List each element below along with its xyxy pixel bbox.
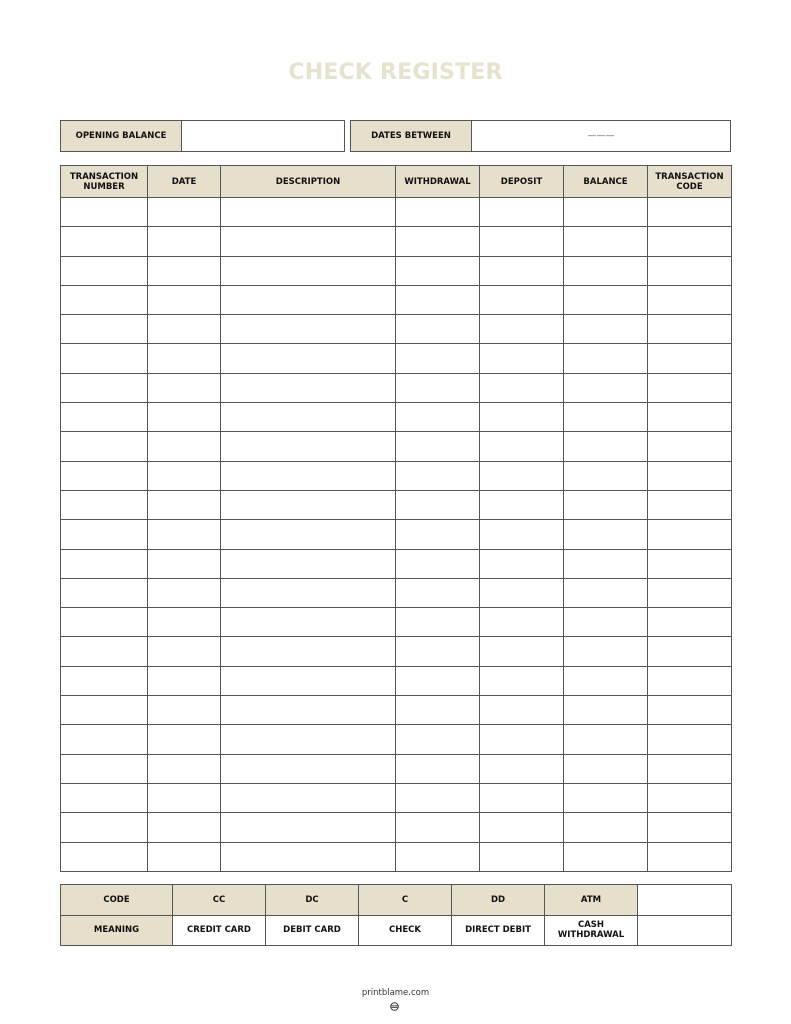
table-cell[interactable] — [564, 432, 648, 461]
column-header-description: DESCRIPTION — [221, 166, 396, 198]
table-cell[interactable] — [61, 725, 148, 754]
table-cell[interactable] — [480, 520, 564, 549]
table-cell[interactable] — [148, 285, 221, 314]
table-cell[interactable] — [148, 608, 221, 637]
table-cell[interactable] — [480, 842, 564, 871]
table-cell[interactable] — [648, 549, 732, 578]
table-cell[interactable] — [221, 725, 396, 754]
meaning-row — [61, 915, 732, 946]
table-cell[interactable] — [221, 608, 396, 637]
table-cell[interactable] — [61, 403, 148, 432]
table-cell[interactable] — [148, 461, 221, 490]
table-cell[interactable] — [648, 285, 732, 314]
table-row — [61, 813, 732, 842]
table-cell[interactable] — [396, 813, 480, 842]
table-cell[interactable] — [564, 725, 648, 754]
table-cell[interactable] — [148, 198, 221, 227]
table-cell[interactable] — [480, 315, 564, 344]
table-cell[interactable] — [480, 344, 564, 373]
table-cell[interactable] — [396, 198, 480, 227]
table-cell[interactable] — [564, 842, 648, 871]
table-cell[interactable] — [648, 344, 732, 373]
table-cell[interactable] — [61, 578, 148, 607]
table-cell[interactable] — [480, 637, 564, 666]
table-cell[interactable] — [480, 490, 564, 519]
table-cell[interactable] — [396, 227, 480, 256]
table-cell[interactable] — [61, 285, 148, 314]
table-row — [61, 198, 732, 227]
table-cell[interactable] — [648, 813, 732, 842]
dates-between-label: DATES BETWEEN — [351, 121, 472, 151]
table-cell[interactable] — [648, 403, 732, 432]
table-cell[interactable] — [480, 696, 564, 725]
table-cell[interactable] — [564, 666, 648, 695]
table-cell[interactable] — [564, 813, 648, 842]
table-cell[interactable] — [221, 842, 396, 871]
table-cell[interactable] — [648, 198, 732, 227]
column-header-date: DATE — [148, 166, 221, 198]
code-c: C — [359, 885, 452, 916]
table-cell[interactable] — [221, 783, 396, 812]
table-row — [61, 696, 732, 725]
table-cell[interactable] — [148, 842, 221, 871]
table-cell[interactable] — [61, 198, 148, 227]
table-cell[interactable] — [61, 783, 148, 812]
table-cell[interactable] — [648, 490, 732, 519]
table-cell[interactable] — [61, 842, 148, 871]
table-cell[interactable] — [61, 227, 148, 256]
table-cell[interactable] — [648, 227, 732, 256]
table-cell[interactable] — [564, 227, 648, 256]
table-cell[interactable] — [396, 696, 480, 725]
table-row — [61, 461, 732, 490]
table-cell[interactable] — [480, 783, 564, 812]
table-cell[interactable] — [148, 666, 221, 695]
table-cell[interactable] — [148, 315, 221, 344]
table-cell[interactable] — [221, 520, 396, 549]
code-legend-table — [60, 884, 732, 946]
table-cell[interactable] — [564, 461, 648, 490]
table-cell[interactable] — [480, 373, 564, 402]
table-cell[interactable] — [148, 344, 221, 373]
code-blank[interactable] — [638, 885, 732, 916]
table-row — [61, 403, 732, 432]
table-row — [61, 315, 732, 344]
table-cell[interactable] — [648, 256, 732, 285]
table-cell[interactable] — [480, 754, 564, 783]
table-cell[interactable] — [396, 842, 480, 871]
table-cell[interactable] — [221, 578, 396, 607]
table-cell[interactable] — [648, 461, 732, 490]
table-cell[interactable] — [648, 842, 732, 871]
table-cell[interactable] — [396, 256, 480, 285]
table-cell[interactable] — [221, 754, 396, 783]
table-cell[interactable] — [148, 549, 221, 578]
footer-site: printblame.com — [361, 988, 430, 998]
table-row — [61, 637, 732, 666]
table-cell[interactable] — [221, 285, 396, 314]
table-cell[interactable] — [396, 754, 480, 783]
table-cell[interactable] — [564, 315, 648, 344]
table-cell[interactable] — [564, 403, 648, 432]
table-cell[interactable] — [61, 666, 148, 695]
table-cell[interactable] — [148, 696, 221, 725]
table-cell[interactable] — [61, 315, 148, 344]
meaning-credit-card: CREDIT CARD — [173, 915, 266, 946]
register-header-row — [61, 166, 732, 198]
table-cell[interactable] — [221, 198, 396, 227]
meaning-debit-card: DEBIT CARD — [266, 915, 359, 946]
table-cell[interactable] — [480, 461, 564, 490]
table-row — [61, 227, 732, 256]
table-cell[interactable] — [648, 315, 732, 344]
table-cell[interactable] — [396, 783, 480, 812]
meaning-cash-withdrawal: CASH WITHDRAWAL — [545, 915, 638, 946]
table-cell[interactable] — [480, 549, 564, 578]
table-cell[interactable] — [480, 725, 564, 754]
table-cell[interactable] — [480, 285, 564, 314]
table-cell[interactable] — [396, 403, 480, 432]
table-cell[interactable] — [396, 608, 480, 637]
table-cell[interactable] — [564, 198, 648, 227]
table-cell[interactable] — [221, 549, 396, 578]
table-row — [61, 666, 732, 695]
code-cc: CC — [173, 885, 266, 916]
table-cell[interactable] — [148, 432, 221, 461]
table-cell[interactable] — [221, 696, 396, 725]
table-cell[interactable] — [396, 344, 480, 373]
table-cell[interactable] — [221, 432, 396, 461]
table-cell[interactable] — [564, 256, 648, 285]
table-cell[interactable] — [564, 696, 648, 725]
table-cell[interactable] — [396, 637, 480, 666]
table-cell[interactable] — [61, 520, 148, 549]
table-cell[interactable] — [61, 344, 148, 373]
table-row — [61, 256, 732, 285]
table-cell[interactable] — [648, 783, 732, 812]
table-row — [61, 373, 732, 402]
table-row — [61, 490, 732, 519]
table-cell[interactable] — [221, 637, 396, 666]
table-cell[interactable] — [221, 344, 396, 373]
table-cell[interactable] — [480, 666, 564, 695]
table-cell[interactable] — [396, 373, 480, 402]
code-row — [61, 885, 732, 916]
table-cell[interactable] — [480, 813, 564, 842]
table-cell[interactable] — [61, 490, 148, 519]
table-cell[interactable] — [396, 490, 480, 519]
column-header-deposit: DEPOSIT — [480, 166, 564, 198]
table-cell[interactable] — [148, 520, 221, 549]
table-row — [61, 549, 732, 578]
table-row — [61, 432, 732, 461]
table-cell[interactable] — [221, 813, 396, 842]
table-cell[interactable] — [148, 578, 221, 607]
column-header-balance: BALANCE — [564, 166, 648, 198]
code-row-label: CODE — [61, 885, 173, 916]
table-cell[interactable] — [648, 520, 732, 549]
table-row — [61, 578, 732, 607]
table-cell[interactable] — [396, 725, 480, 754]
table-cell[interactable] — [148, 813, 221, 842]
table-cell[interactable] — [648, 608, 732, 637]
table-cell[interactable] — [648, 373, 732, 402]
table-cell[interactable] — [221, 373, 396, 402]
table-cell[interactable] — [648, 432, 732, 461]
code-atm: ATM — [545, 885, 638, 916]
table-cell[interactable] — [396, 666, 480, 695]
table-row — [61, 725, 732, 754]
table-cell[interactable] — [564, 490, 648, 519]
table-cell[interactable] — [61, 549, 148, 578]
meaning-blank[interactable] — [638, 915, 732, 946]
table-cell[interactable] — [61, 813, 148, 842]
table-cell[interactable] — [61, 373, 148, 402]
opening-balance-box — [60, 120, 345, 152]
table-row — [61, 754, 732, 783]
table-cell[interactable] — [480, 403, 564, 432]
table-row — [61, 608, 732, 637]
table-cell[interactable] — [221, 256, 396, 285]
meaning-check: CHECK — [359, 915, 452, 946]
table-cell[interactable] — [61, 696, 148, 725]
table-cell[interactable] — [480, 608, 564, 637]
table-row — [61, 783, 732, 812]
table-cell[interactable] — [221, 315, 396, 344]
code-dd: DD — [452, 885, 545, 916]
table-cell[interactable] — [221, 461, 396, 490]
column-header-withdrawal: WITHDRAWAL — [396, 166, 480, 198]
table-cell[interactable] — [564, 373, 648, 402]
meaning-row-label: MEANING — [61, 915, 173, 946]
table-cell[interactable] — [221, 490, 396, 519]
table-cell[interactable] — [221, 666, 396, 695]
dates-between-field[interactable]: ——— — [587, 131, 615, 141]
table-cell[interactable] — [61, 256, 148, 285]
table-cell[interactable] — [148, 637, 221, 666]
table-row — [61, 285, 732, 314]
table-cell[interactable] — [648, 725, 732, 754]
table-cell[interactable] — [61, 637, 148, 666]
table-cell[interactable] — [396, 432, 480, 461]
meaning-direct-debit: DIRECT DEBIT — [452, 915, 545, 946]
opening-balance-label: OPENING BALANCE — [61, 121, 182, 151]
table-cell[interactable] — [480, 578, 564, 607]
dates-between-box — [350, 120, 731, 152]
table-cell[interactable] — [396, 520, 480, 549]
table-row — [61, 344, 732, 373]
table-cell[interactable] — [564, 285, 648, 314]
table-cell[interactable] — [61, 754, 148, 783]
table-cell[interactable] — [480, 432, 564, 461]
table-cell[interactable] — [564, 783, 648, 812]
opening-balance-field[interactable] — [182, 121, 344, 151]
table-cell[interactable] — [148, 403, 221, 432]
table-cell[interactable] — [564, 344, 648, 373]
table-cell[interactable] — [480, 227, 564, 256]
register-body — [61, 198, 732, 872]
table-cell[interactable] — [61, 432, 148, 461]
column-header-transaction-number: TRANSACTION NUMBER — [61, 166, 148, 198]
table-cell[interactable] — [564, 549, 648, 578]
table-cell[interactable] — [648, 637, 732, 666]
table-cell[interactable] — [148, 783, 221, 812]
table-cell[interactable] — [564, 637, 648, 666]
column-header-transaction-code: TRANSACTION CODE — [648, 166, 732, 198]
table-cell[interactable] — [564, 754, 648, 783]
table-cell[interactable] — [148, 227, 221, 256]
page-title: CHECK REGISTER — [288, 60, 503, 85]
table-cell[interactable] — [61, 608, 148, 637]
table-cell[interactable] — [396, 315, 480, 344]
register-table — [60, 165, 732, 872]
table-cell[interactable] — [148, 490, 221, 519]
table-cell[interactable] — [564, 608, 648, 637]
table-cell[interactable] — [148, 725, 221, 754]
table-cell[interactable] — [148, 754, 221, 783]
table-cell[interactable] — [148, 373, 221, 402]
printblame-logo-icon — [390, 1002, 399, 1011]
table-cell[interactable] — [480, 256, 564, 285]
table-cell[interactable] — [648, 754, 732, 783]
table-cell[interactable] — [564, 578, 648, 607]
table-cell[interactable] — [480, 198, 564, 227]
table-cell[interactable] — [564, 520, 648, 549]
table-cell[interactable] — [221, 227, 396, 256]
table-row — [61, 520, 732, 549]
code-dc: DC — [266, 885, 359, 916]
table-cell[interactable] — [396, 461, 480, 490]
table-cell[interactable] — [396, 578, 480, 607]
table-cell[interactable] — [648, 666, 732, 695]
table-cell[interactable] — [396, 549, 480, 578]
table-cell[interactable] — [396, 285, 480, 314]
table-cell[interactable] — [648, 696, 732, 725]
table-cell[interactable] — [648, 578, 732, 607]
table-cell[interactable] — [148, 256, 221, 285]
table-row — [61, 842, 732, 871]
table-cell[interactable] — [61, 461, 148, 490]
table-cell[interactable] — [221, 403, 396, 432]
